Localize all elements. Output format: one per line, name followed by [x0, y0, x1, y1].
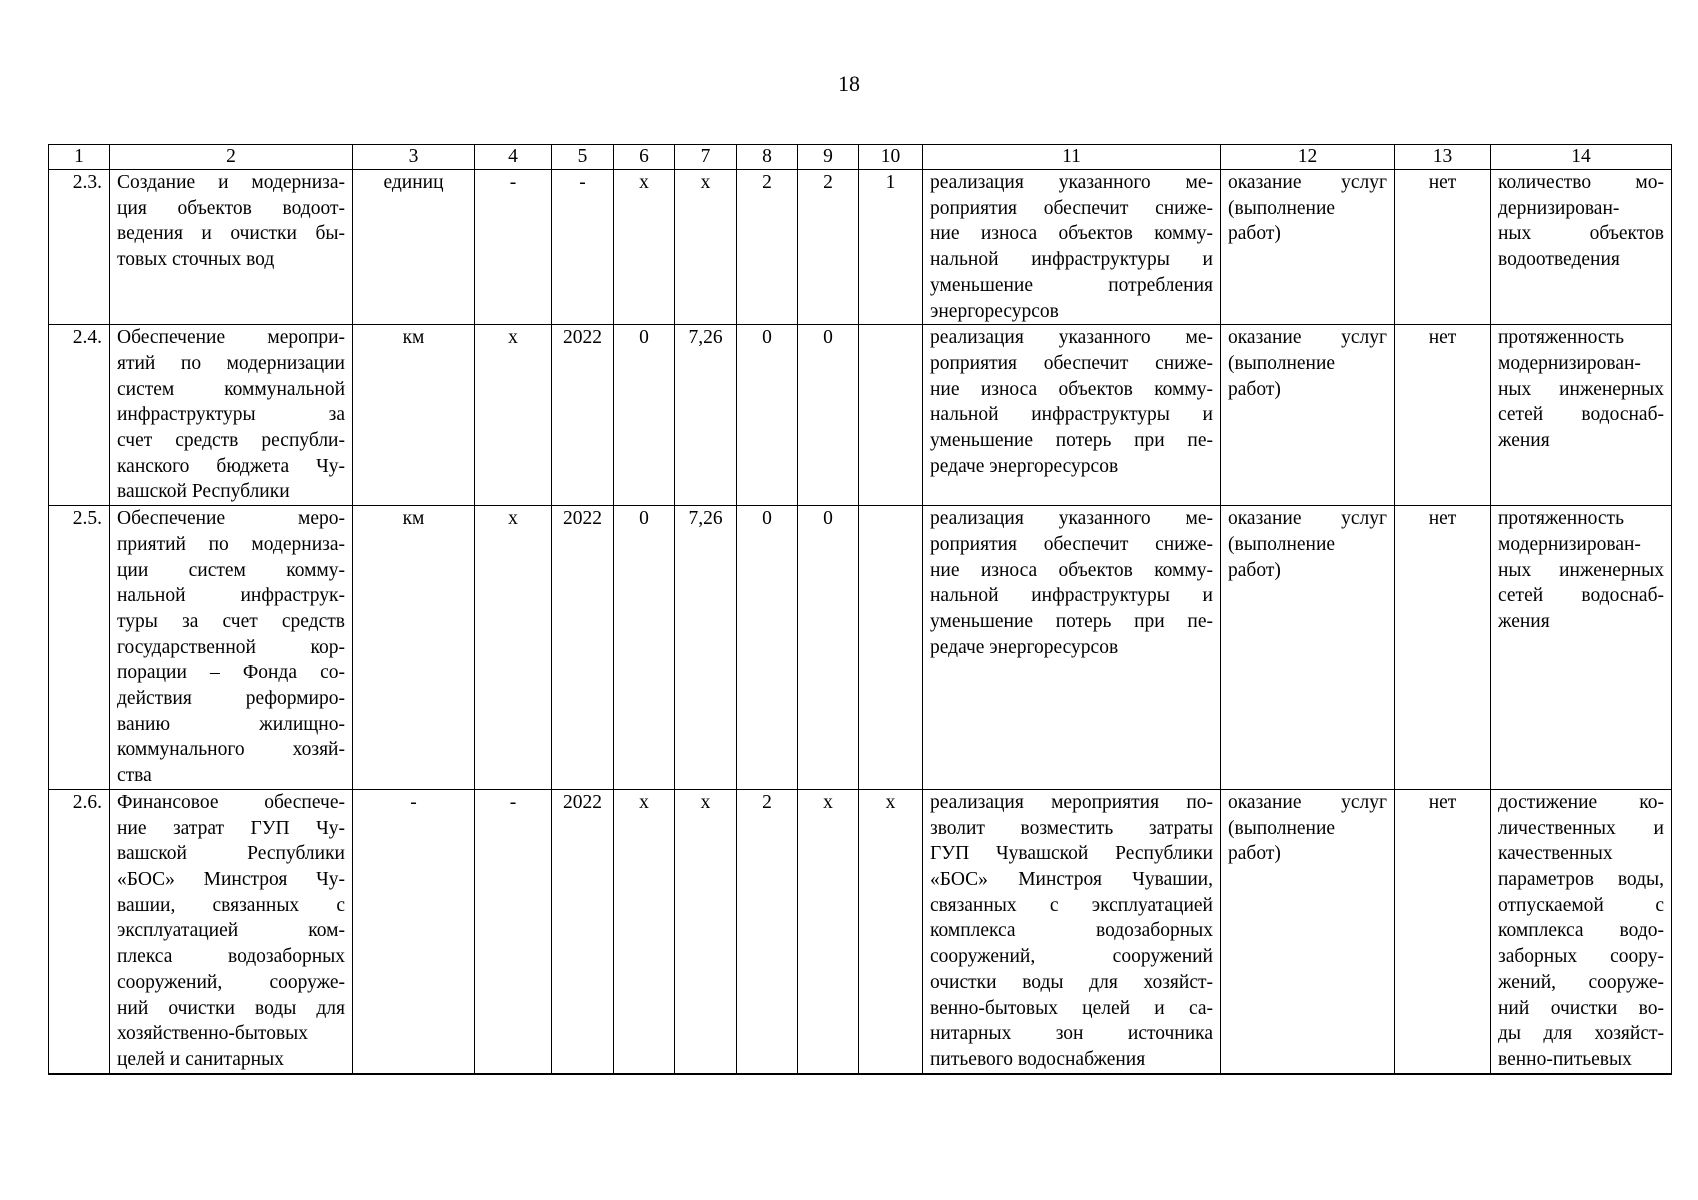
effect-description-line: сооружений, сооружений — [930, 946, 1213, 968]
service-type-line: (выполнение — [1228, 533, 1336, 555]
row-number: 2.6. — [49, 789, 110, 1073]
indicator-description-line: ных инженерных — [1498, 559, 1664, 581]
effect-description-line: зволит возместить затраты — [930, 817, 1213, 839]
effect-description-line: уменьшение потребления — [930, 274, 1213, 296]
row-number: 2.5. — [49, 506, 110, 790]
header-row — [49, 145, 1672, 170]
indicator-description-line: количество мо- — [1498, 172, 1664, 193]
col-5-cell: 2022 — [552, 789, 614, 1073]
col-13-cell: нет — [1395, 170, 1491, 325]
measure-name-line: хозяйственно-бытовых — [117, 1023, 309, 1045]
indicator-description-line: качественных — [1498, 843, 1613, 865]
indicator-description-line: ний очистки во- — [1498, 997, 1664, 1019]
col-10-cell — [859, 325, 923, 506]
indicator-description-line: жений, сооруже- — [1498, 971, 1664, 993]
effect-description — [923, 170, 1221, 325]
effect-description-line: уменьшение потерь при пе- — [930, 430, 1213, 452]
effect-description-line: нитарных зон источника — [930, 1023, 1213, 1045]
col-7-cell: х — [675, 789, 737, 1073]
measure-name-line: инфраструктуры за — [117, 404, 345, 426]
col-5-cell: - — [552, 170, 614, 325]
col-7-cell: х — [675, 170, 737, 325]
effect-description-line: венно-бытовых целей и са- — [930, 997, 1213, 1019]
effect-description-line: ние износа объектов комму- — [930, 559, 1213, 581]
measure-name-line: приятий по модерниза- — [117, 533, 345, 555]
service-type-line: оказание услуг — [1228, 172, 1387, 193]
column-header-13: 13 — [1395, 145, 1491, 170]
col-7-cell: 7,26 — [675, 325, 737, 506]
indicator-description-line: жения — [1498, 430, 1550, 452]
col-10-cell: х — [859, 789, 923, 1073]
measure-name-line: действия реформиро- — [117, 688, 345, 710]
indicator-description — [1491, 170, 1672, 325]
effect-description-line: уменьшение потерь при пе- — [930, 610, 1213, 632]
measure-name-line: товых сточных вод — [117, 249, 275, 271]
col-8-cell: 0 — [737, 506, 798, 790]
indicator-description — [1491, 789, 1672, 1073]
effect-description — [923, 506, 1221, 790]
effect-description-line: питьевого водоснабжения — [930, 1048, 1146, 1070]
effect-description-line: ГУП Чувашской Республики — [930, 843, 1213, 865]
effect-description-line: нальной инфраструктуры и — [930, 249, 1213, 271]
effect-description-line: очистки воды для хозяйст- — [930, 971, 1213, 993]
column-header-14: 14 — [1491, 145, 1672, 170]
indicator-description-line: сетей водоснаб- — [1498, 404, 1664, 426]
unit-cell: км — [353, 325, 475, 506]
indicator-description-line: жения — [1498, 610, 1550, 632]
measure-name-line: ний очистки воды для — [117, 997, 345, 1019]
measure-name-line: эксплуатацией ком- — [117, 920, 345, 942]
col-6-cell: х — [614, 789, 675, 1073]
service-type-line: оказание услуг — [1228, 327, 1387, 349]
indicator-description-line: достижение ко- — [1498, 791, 1664, 813]
effect-description-line: реализация указанного ме- — [930, 508, 1213, 530]
indicator-description-line: венно-питьевых — [1498, 1048, 1632, 1070]
service-type-line: работ) — [1228, 559, 1281, 581]
effect-description-line: редаче энергоресурсов — [930, 455, 1119, 477]
measure-name-line: вашии, связанных с — [117, 894, 345, 916]
col-13-cell: нет — [1395, 325, 1491, 506]
indicator-description — [1491, 506, 1672, 790]
measure-name — [110, 789, 353, 1073]
measure-name-line: Финансовое обеспече- — [117, 791, 345, 813]
service-type-line: (выполнение — [1228, 197, 1336, 219]
measure-name-line: целей и санитарных — [117, 1048, 284, 1070]
column-header-10: 10 — [859, 145, 923, 170]
indicator-description-line: ных инженерных — [1498, 378, 1664, 400]
row-number: 2.3. — [49, 170, 110, 325]
table-body — [49, 170, 1672, 1074]
measure-name-line: Обеспечение меро- — [117, 508, 345, 530]
indicator-description-line: модернизирован- — [1498, 352, 1641, 374]
column-header-5: 5 — [552, 145, 614, 170]
col-10-cell: 1 — [859, 170, 923, 325]
row-number: 2.4. — [49, 325, 110, 506]
effect-description-line: нальной инфраструктуры и — [930, 404, 1213, 426]
col-9-cell: х — [798, 789, 859, 1073]
service-type-line: работ) — [1228, 378, 1281, 400]
column-header-2: 2 — [110, 145, 353, 170]
column-header-3: 3 — [353, 145, 475, 170]
indicator-description-line: дернизирован- — [1498, 197, 1620, 219]
column-header-6: 6 — [614, 145, 675, 170]
effect-description-line: роприятия обеспечит сниже- — [930, 197, 1213, 219]
measure-name-line: ванию жилищно- — [117, 713, 345, 735]
effect-description-line: нальной инфраструктуры и — [930, 585, 1213, 607]
service-type-line: работ) — [1228, 223, 1281, 245]
indicator-description-line: заборных соору- — [1498, 946, 1664, 968]
effect-description-line: редаче энергоресурсов — [930, 636, 1119, 658]
col-9-cell: 0 — [798, 325, 859, 506]
col-8-cell: 2 — [737, 170, 798, 325]
measure-name-line: счет средств республи- — [117, 430, 345, 452]
table-row — [49, 325, 1672, 506]
measure-name-line: вашской Республики — [117, 843, 345, 865]
measure-name-line: ства — [117, 765, 152, 787]
measure-name-line: систем коммунальной — [117, 378, 345, 400]
indicator-description-line: параметров воды, — [1498, 868, 1664, 890]
col-4-cell: х — [475, 506, 552, 790]
indicator-description-line: комплекса водо- — [1498, 920, 1664, 942]
effect-description-line: комплекса водозаборных — [930, 920, 1213, 942]
measure-name-line: вашской Республики — [117, 481, 290, 503]
measure-name — [110, 506, 353, 790]
service-type — [1221, 325, 1395, 506]
indicator-description-line: протяженность — [1498, 327, 1624, 349]
measure-name-line: Создание и модерниза- — [117, 172, 345, 193]
measure-name-line: плекса водозаборных — [117, 946, 345, 968]
indicator-description-line: протяженность — [1498, 508, 1624, 530]
indicator-description-line: отпускаемой с — [1498, 894, 1664, 916]
effect-description-line: роприятия обеспечит сниже- — [930, 533, 1213, 555]
measure-name-line: ции систем комму- — [117, 559, 345, 581]
effect-description-line: реализация указанного ме- — [930, 327, 1213, 349]
table-row — [49, 506, 1672, 790]
col-6-cell: 0 — [614, 506, 675, 790]
indicator-description-line: модернизирован- — [1498, 533, 1641, 555]
column-header-8: 8 — [737, 145, 798, 170]
measure-name-line: канского бюджета Чу- — [117, 455, 345, 477]
effect-description-line: ние износа объектов комму- — [930, 378, 1213, 400]
measure-name-line: ние затрат ГУП Чу- — [117, 817, 345, 839]
measure-name-line: ция объектов водоот- — [117, 197, 345, 219]
column-header-9: 9 — [798, 145, 859, 170]
column-header-1: 1 — [49, 145, 110, 170]
service-type-line: оказание услуг — [1228, 791, 1387, 813]
indicator-description-line: водоотведения — [1498, 249, 1620, 271]
column-header-4: 4 — [475, 145, 552, 170]
indicator-description-line: ды для хозяйст- — [1498, 1023, 1664, 1045]
col-8-cell: 0 — [737, 325, 798, 506]
measure-name-line: сооружений, сооруже- — [117, 971, 345, 993]
unit-cell: - — [353, 789, 475, 1073]
col-6-cell: 0 — [614, 325, 675, 506]
col-9-cell: 2 — [798, 170, 859, 325]
service-type-line: оказание услуг — [1228, 508, 1387, 530]
measure-name — [110, 325, 353, 506]
table-row — [49, 170, 1672, 325]
measure-name-line: «БОС» Минстроя Чу- — [117, 868, 345, 890]
indicator-description-line: ных объектов — [1498, 223, 1664, 245]
col-5-cell: 2022 — [552, 506, 614, 790]
column-header-12: 12 — [1221, 145, 1395, 170]
unit-cell: единиц — [353, 170, 475, 325]
measure-name-line: государственной кор- — [117, 636, 345, 658]
service-type — [1221, 170, 1395, 325]
column-header-7: 7 — [675, 145, 737, 170]
effect-description-line: энергоресурсов — [930, 300, 1059, 322]
effect-description-line: ние износа объектов комму- — [930, 223, 1213, 245]
measure-name-line: Обеспечение меропри- — [117, 327, 345, 349]
measure-name-line: ведения и очистки бы- — [117, 223, 345, 245]
service-type — [1221, 506, 1395, 790]
measure-name-line: порации – Фонда со- — [117, 662, 345, 684]
page-number: 18 — [838, 71, 860, 96]
effect-description-line: связанных с эксплуатацией — [930, 894, 1213, 916]
col-4-cell: х — [475, 325, 552, 506]
effect-description — [923, 325, 1221, 506]
service-type — [1221, 789, 1395, 1073]
measure-name — [110, 170, 353, 325]
measures-table — [48, 144, 1672, 1075]
measure-name-line: нальной инфраструк- — [117, 585, 345, 607]
col-9-cell: 0 — [798, 506, 859, 790]
measure-name-line: ятий по модернизации — [117, 352, 345, 374]
service-type-line: (выполнение — [1228, 817, 1336, 839]
indicator-description-line: сетей водоснаб- — [1498, 585, 1664, 607]
measure-name-line: туры за счет средств — [117, 610, 345, 632]
measure-name-line: коммунального хозяй- — [117, 739, 345, 761]
effect-description-line: реализация мероприятия по- — [930, 791, 1213, 813]
column-header-11: 11 — [923, 145, 1221, 170]
indicator-description — [1491, 325, 1672, 506]
col-4-cell: - — [475, 170, 552, 325]
effect-description-line: «БОС» Минстроя Чувашии, — [930, 868, 1213, 890]
col-10-cell — [859, 506, 923, 790]
col-8-cell: 2 — [737, 789, 798, 1073]
effect-description-line: реализация указанного ме- — [930, 172, 1213, 193]
service-type-line: (выполнение — [1228, 352, 1336, 374]
col-6-cell: х — [614, 170, 675, 325]
effect-description-line: роприятия обеспечит сниже- — [930, 352, 1213, 374]
service-type-line: работ) — [1228, 843, 1281, 865]
effect-description — [923, 789, 1221, 1073]
col-7-cell: 7,26 — [675, 506, 737, 790]
unit-cell: км — [353, 506, 475, 790]
col-13-cell: нет — [1395, 506, 1491, 790]
table-row — [49, 789, 1672, 1073]
col-4-cell: - — [475, 789, 552, 1073]
indicator-description-line: личественных и — [1498, 817, 1664, 839]
col-5-cell: 2022 — [552, 325, 614, 506]
col-13-cell: нет — [1395, 789, 1491, 1073]
